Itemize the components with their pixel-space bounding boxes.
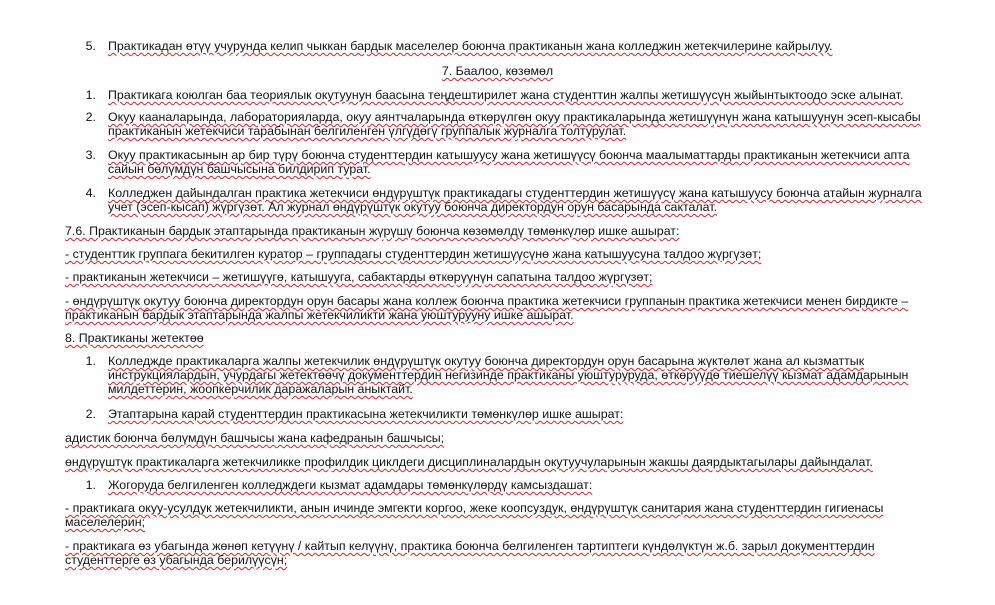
- dash-line: - практиканын жетекчиси – жетишүүгө, катышууга, сабактарды өткөрүүнүн сапатына талдоо жүргүзөт;: [65, 270, 653, 284]
- list-number: 4.: [85, 186, 96, 200]
- list-item-text: Жогоруда белгиленген колледждеги кызмат адамдары төмөнкүлөрдү камсыздашат:: [108, 478, 593, 492]
- list-item-text: Окуу кааналарында, лабораторияларда, окуу аянтчаларында өткөрүлгөн окуу практикаларында жетишүүнүн жана катышуунун эсеп-кысабы практиканын жетекчиси тарабынан белгиленген үлгүдөгү группалык журналга толтурулат.: [108, 110, 921, 138]
- dash-line: - практикага окуу-усулдук жетекчиликти, анын ичинде эмгекти коргоо, жеке коопсуздук, өндүрүштүк санитария жана студенттердин гигиенасы маселелерин;: [65, 501, 884, 529]
- section-heading: 8. Практиканы жетектөө: [65, 331, 204, 345]
- dash-line: - өндүрүштүк окутуу боюнча директордун орун басары жана коллеж боюнча практика жетекчиси группанын практика жетекчиси менен бирдикте – практиканын бардык этаптарында жалпы жетекчиликти жана уюштурууну ишке ашырат.: [65, 294, 909, 322]
- paragraph-7-6: 7.6. Практиканын бардык этаптарында практиканын жүрүшү боюнча көзөмөлдү төмөнкүлөр ишке ашырат:: [65, 224, 680, 238]
- list-item-text: Колледжен дайындалган практика жетекчиси өндүрүштүк практикадагы студенттердин жетишүүсү жана катышуусу боюнча атайын журналга учет (эсеп-кысап) жүргүзөт. Ал журнал өндүрүштүк окутуу боюнча директордун орун басарында сакталат.: [108, 186, 922, 214]
- text-line: адистик боюнча бөлүмдүн башчысы жана кафедранын башчысы;: [65, 431, 445, 445]
- dash-line: - практикага өз убагында жөнөп кетүүнү / кайтып келүүнү, практика боюнча белгиленген тартиптеги күндөлүктүн ж.б. зарыл документтердин студенттерге өз убагында берилүүсүн;: [65, 539, 875, 567]
- dash-line: - студенттик группага бекитилген куратор – группадагы студенттердин жетишүүсүнө жана катышуусуна талдоо жүргүзөт;: [65, 247, 762, 261]
- list-number: 5.: [85, 39, 96, 53]
- list-number: 1.: [85, 354, 96, 368]
- list-item-text: Практикадан өтүү учурунда келип чыккан бардык маселелер боюнча практиканын жана колледжин жетекчилерине кайрылуу.: [108, 39, 833, 53]
- list-item-text: Колледжде практикаларга жалпы жетекчилик өндүрүштүк окутуу боюнча директордун орун басарына жүктөлөт жана ал кызматтык инструкциялардын, учурдагы жетектөөчү документтердин негизинде практиканы уюштуруруда, өткөрүүдө тиешелүү кызмат адамдарынын милдеттерин, жоопкерчилик даражаларын аныктайт.: [108, 354, 909, 396]
- list-item-text: Окуу практикасынын ар бир түрү боюнча студенттердин катышуусу жана жетишүүсү боюнча маалыматтарды практиканын жетекчиси апта сайын бөлүмдүн башчысына билдирип турат.: [108, 148, 910, 176]
- list-number: 3.: [85, 148, 96, 162]
- list-number: 1.: [85, 478, 96, 492]
- list-number: 2.: [85, 110, 96, 124]
- list-number: 1.: [85, 88, 96, 102]
- list-item-text: Практикага коюлган баа теориялык окутуунун баасына теңдештирилет жана студенттин жалпы жетишүүсүн жыйынтыктоодо эске алынат.: [108, 88, 904, 102]
- list-item-text: Этаптарына карай студенттердин практикасына жетекчиликти төмөнкүлөр ишке ашырат:: [108, 407, 624, 421]
- list-number: 2.: [85, 407, 96, 421]
- text-line: өндүрүштүк практикаларга жетекчиликке профилдик циклдеги дисциплиналардын окутуучуларынын жакшы даярдыктагылары дайындалат.: [65, 455, 873, 469]
- section-heading: 7. Баалоо, көзөмөл: [441, 64, 554, 78]
